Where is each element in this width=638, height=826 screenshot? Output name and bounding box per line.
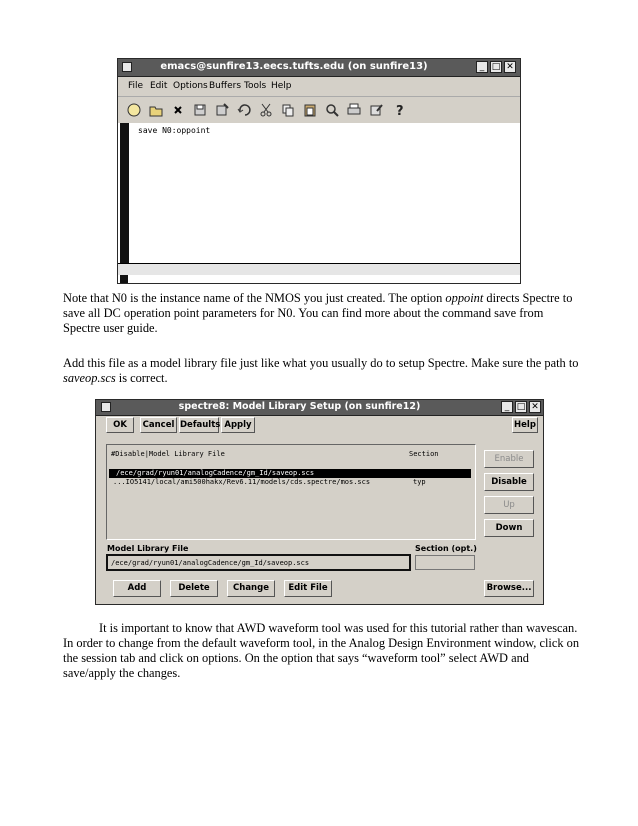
section-input[interactable] [415, 555, 475, 570]
emacs-toolbar [118, 96, 520, 124]
emacs-titlebar[interactable] [118, 59, 520, 77]
minimize-icon[interactable]: _ [501, 401, 513, 413]
emacs-menubar [118, 77, 520, 95]
emacs-modeline [118, 263, 520, 275]
paragraph-awd: It is important to know that AWD waveform tool was used for this tutorial rather than wavescan. In order to change from the default waveform tool, in the Analog Design Environment window, click on the session tab and click on options. On the option that says “waveform tool” select AWD and save/apply the changes. [63, 621, 580, 680]
p1-emphasis: oppoint [445, 291, 484, 305]
help-icon[interactable] [392, 102, 408, 118]
apply-button[interactable]: Apply [221, 417, 255, 433]
menu-edit[interactable]: Edit [150, 81, 168, 91]
list-header-file: #Disable|Model Library File [111, 450, 225, 458]
defaults-button[interactable]: Defaults [179, 417, 219, 433]
help-button[interactable]: Help [512, 417, 538, 433]
print-icon[interactable] [346, 102, 362, 118]
list-item-selected[interactable] [109, 469, 471, 478]
model-library-setup-window [95, 399, 544, 605]
row-file: /ece/grad/ryun01/analogCadence/gm_Id/saveop.scs [116, 469, 315, 477]
p1-text: Note that N0 is the instance name of the NMOS you just created. The option [63, 291, 446, 305]
search-icon[interactable] [324, 102, 340, 118]
close-icon[interactable]: ✕ [504, 61, 516, 73]
close-buffer-icon[interactable] [170, 102, 186, 118]
delete-button[interactable]: Delete [170, 580, 218, 597]
save-as-icon[interactable] [214, 102, 230, 118]
model-library-file-input[interactable]: /ece/grad/ryun01/analogCadence/gm_Id/saveop.scs [106, 554, 411, 571]
spectre-titlebar[interactable] [96, 400, 543, 416]
spectre-title: spectre8: Model Library Setup (on sunfire12) [178, 401, 421, 412]
model-library-file-label: Model Library File [107, 544, 189, 553]
minibuffer-scroll [120, 275, 128, 283]
customize-icon[interactable] [368, 102, 384, 118]
edit-file-button[interactable]: Edit File [284, 580, 332, 597]
p2-text: Add this file as a model library file just like what you usually do to setup Spectre. Make sure the path to [63, 356, 579, 370]
maximize-icon[interactable]: □ [516, 402, 526, 412]
paragraph-oppoint [63, 291, 583, 336]
p1-text-end: directs Spectre to save all DC operation point parameters for N0. You can find more about the command save from Spectre user guide. [63, 291, 573, 335]
enable-button[interactable]: Enable [484, 450, 534, 468]
menu-buffers[interactable]: Buffers [209, 81, 242, 91]
ok-button[interactable]: OK [106, 417, 134, 433]
menu-file[interactable]: File [128, 81, 144, 91]
up-button[interactable]: Up [484, 496, 534, 514]
new-file-icon[interactable] [126, 102, 142, 118]
down-button[interactable]: Down [484, 519, 534, 537]
change-button[interactable]: Change [227, 580, 275, 597]
section-label: Section (opt.) [415, 544, 477, 553]
svg-text:?: ? [396, 104, 404, 118]
disable-button[interactable]: Disable [484, 473, 534, 491]
emacs-scrollbar[interactable] [120, 123, 129, 263]
emacs-window [117, 58, 521, 284]
minimize-icon[interactable]: _ [476, 61, 488, 73]
maximize-icon[interactable]: □ [491, 62, 501, 72]
open-folder-icon[interactable] [148, 102, 164, 118]
buffer-text: save N0:oppoint [138, 126, 211, 135]
emacs-edit-area[interactable] [118, 123, 520, 263]
paragraph-model-library [63, 356, 583, 386]
list-item[interactable] [113, 478, 475, 487]
close-icon[interactable]: ✕ [529, 401, 541, 413]
row-file: ...IO5141/local/ami500hakx/Rev6.11/models/cds.spectre/mos.scs [113, 478, 371, 486]
p2-text-end: is correct. [115, 371, 168, 385]
menu-tools[interactable]: Tools [244, 81, 267, 91]
list-header-section: Section [409, 450, 439, 458]
copy-icon[interactable] [280, 102, 296, 118]
menu-options[interactable]: Options [173, 81, 208, 91]
browse-button[interactable]: Browse... [484, 580, 534, 597]
row-section: typ [413, 478, 426, 486]
paste-icon[interactable] [302, 102, 318, 118]
cut-icon[interactable] [258, 102, 274, 118]
p2-emphasis: saveop.scs [63, 371, 116, 385]
cancel-button[interactable]: Cancel [140, 417, 177, 433]
emacs-minibuffer[interactable] [118, 275, 520, 283]
save-icon[interactable] [192, 102, 208, 118]
add-button[interactable]: Add [113, 580, 161, 597]
menu-help[interactable]: Help [271, 81, 292, 91]
emacs-title: emacs@sunfire13.eecs.tufts.edu (on sunfire13) [160, 61, 428, 72]
model-library-list[interactable] [106, 444, 476, 540]
undo-icon[interactable] [236, 102, 252, 118]
